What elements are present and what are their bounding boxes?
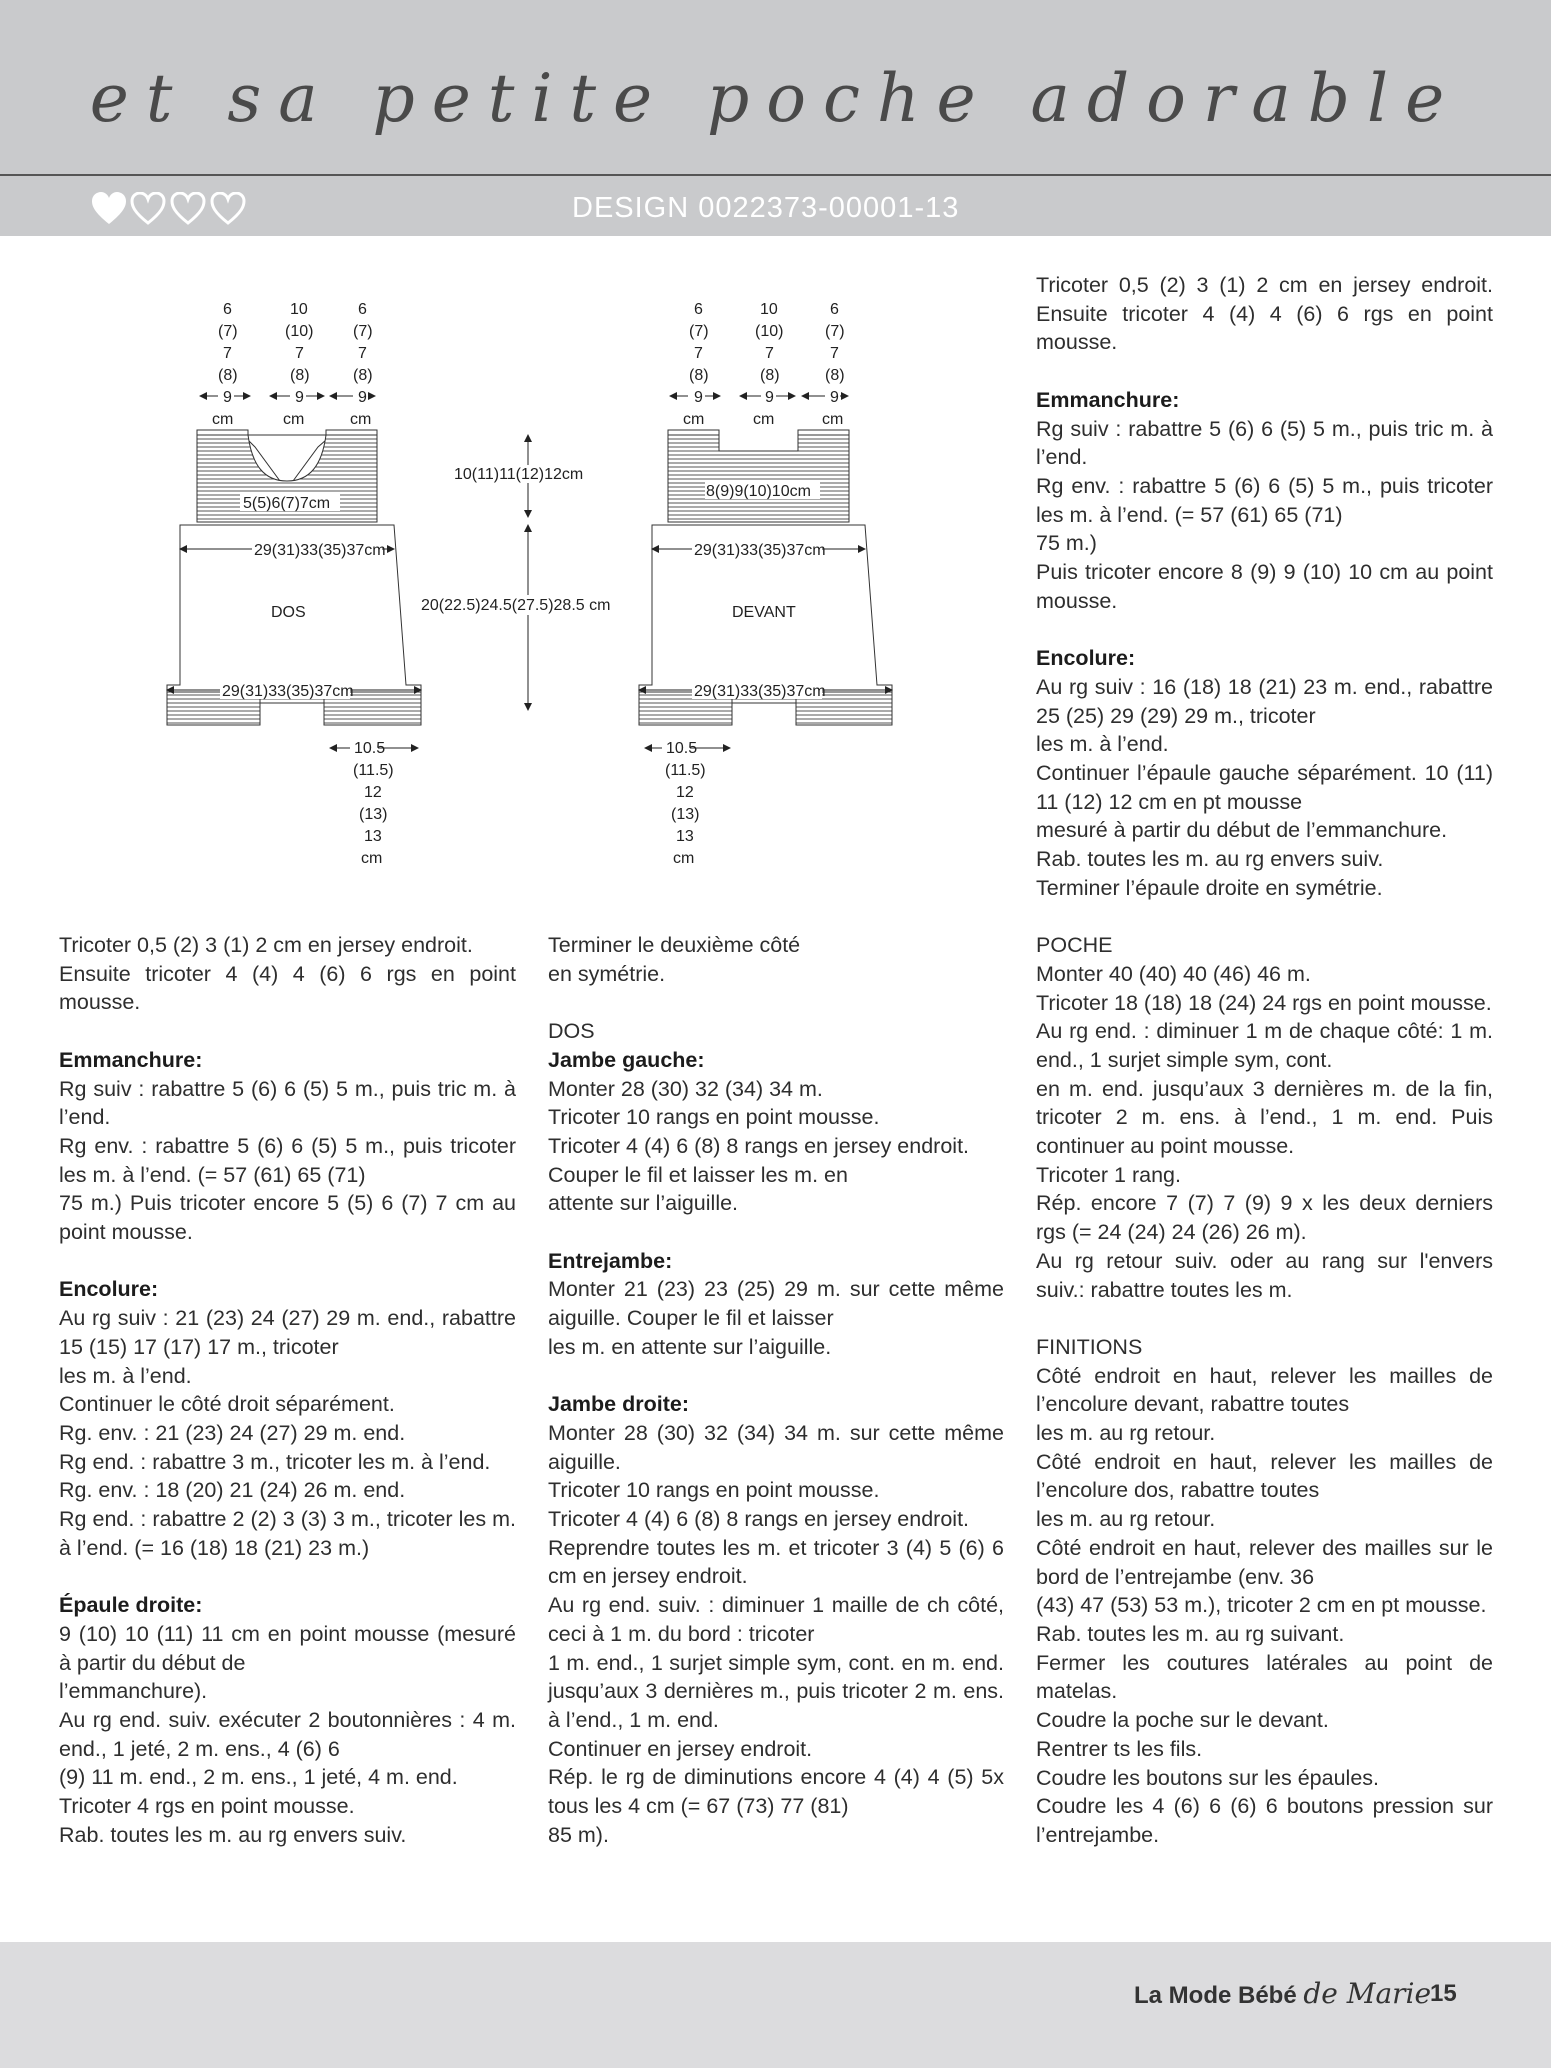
paragraph: Rg. env. : 21 (23) 24 (27) 29 m. end. — [59, 1420, 406, 1445]
dim-front-left-4: (8) — [689, 367, 709, 384]
dim-front-right-3: 7 — [830, 345, 839, 362]
dim-back-left-2: (7) — [218, 323, 238, 340]
back-leg-4: (13) — [359, 806, 388, 823]
section-title: POCHE — [1036, 933, 1113, 958]
section-heading: Encolure: — [59, 1277, 159, 1302]
back-piece — [167, 430, 421, 725]
paragraph: Tricoter 10 rangs en point mousse. — [548, 1478, 880, 1503]
paragraph: 9 (10) 10 (11) 11 cm en point mousse (mesuré à partir du début de — [59, 1621, 516, 1675]
column-right — [1036, 271, 1493, 1850]
paragraph: mesuré à partir du début de l’emmanchure. — [1036, 818, 1448, 843]
dim-back-right-6: cm — [350, 411, 372, 428]
paragraph: Terminer l’épaule droite en symétrie. — [1036, 875, 1383, 900]
column-middle — [548, 931, 1004, 1849]
dim-back-left-4: (8) — [218, 367, 238, 384]
pattern-schematic — [150, 285, 1050, 875]
paragraph: Puis tricoter encore 8 (9) 9 (10) 10 cm au point mousse. — [1036, 560, 1493, 613]
paragraph: Continuer l’épaule gauche séparément. 10 (11) 11 (12) 12 cm en pt mousse — [1036, 760, 1493, 814]
paragraph: Rg suiv : rabattre 5 (6) 6 (5) 5 m., puis tric m. à l’end. — [1036, 416, 1493, 470]
section-title: FINITIONS — [1036, 1334, 1143, 1359]
section-heading: Jambe gauche: — [548, 1047, 705, 1072]
front-leg-3: 12 — [676, 784, 694, 801]
dim-back-left-1: 6 — [223, 301, 232, 318]
paragraph: Tricoter 4 rgs en point mousse. — [59, 1794, 355, 1819]
front-leg-width — [645, 740, 730, 867]
magazine-script: de Marie — [1303, 1977, 1432, 2010]
paragraph: Rab. toutes les m. au rg envers suiv. — [1036, 847, 1384, 872]
paragraph: les m. au rg retour. — [1036, 1421, 1216, 1446]
paragraph: l’emmanchure). — [59, 1679, 208, 1704]
paragraph: Monter 21 (23) 23 (25) 29 m. sur cette même aiguille. Couper le fil et laisser — [548, 1277, 1004, 1331]
paragraph: les m. au rg retour. — [1036, 1507, 1216, 1532]
dim-front-right-6: cm — [822, 411, 844, 428]
paragraph: Rg env. : rabattre 5 (6) 6 (5) 5 m., puis tricoter les m. à l’end. (= 57 (61) 65 (71) — [59, 1133, 516, 1187]
dim-front-right-4: (8) — [825, 367, 845, 384]
paragraph: Tricoter 4 (4) 6 (8) 8 rangs en jersey endroit. — [548, 1507, 970, 1532]
column-left — [59, 931, 516, 1849]
dim-front-left-3: 7 — [694, 345, 703, 362]
dim-front-mid-6: cm — [753, 411, 775, 428]
paragraph: Rg suiv : rabattre 5 (6) 6 (5) 5 m., puis tric m. à l’end. — [59, 1076, 516, 1130]
magazine-title: La Mode Bébé — [1134, 1982, 1297, 2009]
back-leg-6: cm — [361, 850, 383, 867]
paragraph: Rg env. : rabattre 5 (6) 6 (5) 5 m., puis tricoter les m. à l’end. (= 57 (61) 65 (71) — [1036, 473, 1493, 527]
body-height: 20(22.5)24.5(27.5)28.5 cm — [421, 597, 611, 614]
dim-front-left-2: (7) — [689, 323, 709, 340]
front-leg-6: cm — [673, 850, 695, 867]
back-neck-width: 5(5)6(7)7cm — [243, 495, 331, 512]
dim-back-mid-4: (8) — [290, 367, 310, 384]
dim-front-right-1: 6 — [830, 301, 839, 318]
dim-front-right-5: 9 — [830, 389, 839, 406]
paragraph: Rép. encore 7 (7) 7 (9) 9 x les deux derniers rgs (= 24 (24) 24 (26) 26 m). — [1036, 1191, 1493, 1245]
paragraph: Au rg suiv : 21 (23) 24 (27) 29 m. end., rabattre 15 (15) 17 (17) 17 m., tricoter — [59, 1306, 516, 1359]
paragraph: (43) 47 (53) 53 m.), tricoter 2 cm en pt mousse. — [1036, 1593, 1487, 1618]
paragraph: Tricoter 4 (4) 6 (8) 8 rangs en jersey endroit. — [548, 1133, 970, 1158]
height-measures — [420, 435, 636, 710]
paragraph: Rg end. : rabattre 3 m., tricoter les m. à l’end. — [59, 1449, 491, 1474]
paragraph: Monter 40 (40) 40 (46) 46 m. — [1036, 961, 1311, 986]
paragraph: Au rg end. suiv. : diminuer 1 maille de ch côté, ceci à 1 m. du bord : tricoter — [548, 1593, 1004, 1646]
section-heading: Entrejambe: — [548, 1248, 673, 1273]
paragraph: Tricoter 18 (18) 18 (24) 24 rgs en point mousse. — [1036, 990, 1492, 1015]
front-piece — [639, 430, 892, 725]
dim-front-left-1: 6 — [694, 301, 703, 318]
front-leg-2: (11.5) — [665, 762, 706, 779]
dim-back-right-5: 9 — [358, 389, 367, 406]
paragraph: 1 m. end., 1 surjet simple sym, cont. en m. end. jusqu’aux 3 dernières m., puis tricoter 2 m. ens. à l’end., 1 m. end. — [548, 1650, 1004, 1732]
paragraph: les m. à l’end. — [59, 1363, 192, 1388]
dim-back-mid-1: 10 — [290, 301, 308, 318]
back-chest-width: 29(31)33(35)37cm — [254, 542, 386, 559]
dim-back-mid-3: 7 — [295, 345, 304, 362]
back-leg-3: 12 — [364, 784, 382, 801]
dim-back-left-3: 7 — [223, 345, 232, 362]
paragraph: Rab. toutes les m. au rg envers suiv. — [59, 1822, 407, 1847]
paragraph: Fermer les coutures latérales au point de matelas. — [1036, 1650, 1493, 1704]
paragraph: Coudre les boutons sur les épaules. — [1036, 1765, 1380, 1790]
paragraph: Tricoter 1 rang. — [1036, 1162, 1181, 1187]
dim-back-mid-6: cm — [283, 411, 305, 428]
paragraph: les m. à l’end. — [1036, 732, 1169, 757]
dim-back-mid-5: 9 — [295, 389, 304, 406]
back-leg-width — [330, 740, 418, 867]
paragraph: 85 m). — [548, 1822, 609, 1847]
section-heading: Jambe droite: — [548, 1392, 689, 1417]
paragraph: Tricoter 10 rangs en point mousse. — [548, 1105, 880, 1130]
dim-back-left-6: cm — [212, 411, 234, 428]
dim-front-right-2: (7) — [825, 323, 845, 340]
page-number: 15 — [1430, 1980, 1457, 2007]
paragraph: Rentrer ts les fils. — [1036, 1736, 1203, 1761]
paragraph: Tricoter 0,5 (2) 3 (1) 2 cm en jersey endroit. — [59, 933, 473, 957]
paragraph: Reprendre toutes les m. et tricoter 3 (4) 5 (6) 6 cm en jersey endroit. — [548, 1535, 1004, 1589]
paragraph: (9) 11 m. end., 2 m. ens., 1 jeté, 4 m. end. — [59, 1765, 458, 1790]
dim-front-mid-5: 9 — [765, 389, 774, 406]
front-chest-width: 29(31)33(35)37cm — [694, 542, 826, 559]
paragraph: Côté endroit en haut, relever les mailles de l’encolure devant, rabattre toutes — [1036, 1363, 1493, 1417]
paragraph: les m. en attente sur l’aiguille. — [548, 1334, 832, 1359]
front-neck-width: 8(9)9(10)10cm — [706, 483, 811, 500]
section-heading: Emmanchure: — [59, 1047, 203, 1072]
dim-front-mid-2: (10) — [755, 323, 784, 340]
back-top-widths — [200, 301, 375, 428]
dim-front-left-6: cm — [683, 411, 705, 428]
dim-back-right-1: 6 — [358, 301, 367, 318]
paragraph: Au rg end. : diminuer 1 m de chaque côté: 1 m. end., 1 surjet simple sym, cont. — [1036, 1019, 1493, 1072]
paragraph: Rép. le rg de diminutions encore 4 (4) 4 (5) 5x tous les 4 cm (= 67 (73) 77 (81) — [548, 1765, 1004, 1819]
paragraph: attente sur l’aiguille. — [548, 1191, 739, 1216]
paragraph: Rg. env. : 18 (20) 21 (24) 26 m. end. — [59, 1478, 406, 1503]
paragraph: Terminer le deuxième côté — [548, 933, 801, 957]
paragraph: Ensuite tricoter 4 (4) 4 (6) 6 rgs en point mousse. — [59, 961, 516, 1015]
back-leg-1: 10.5 — [354, 740, 386, 757]
front-label: DEVANT — [732, 604, 796, 621]
dim-back-right-4: (8) — [353, 367, 373, 384]
paragraph: Couper le fil et laisser les m. en — [548, 1162, 848, 1187]
dim-back-mid-2: (10) — [285, 323, 314, 340]
paragraph: Monter 28 (30) 32 (34) 34 m. — [548, 1076, 823, 1101]
front-leg-1: 10.5 — [666, 740, 698, 757]
page-title: et sa petite poche adorable — [89, 60, 1462, 137]
section-heading: Encolure: — [1036, 646, 1136, 671]
hearts-icon — [92, 192, 262, 226]
paragraph: Coudre les 4 (6) 6 (6) 6 boutons pression sur l’entrejambe. — [1036, 1794, 1493, 1847]
paragraph: 75 m.) — [1036, 531, 1097, 556]
paragraph: Continuer en jersey endroit. — [548, 1736, 813, 1761]
dim-back-right-3: 7 — [358, 345, 367, 362]
back-bottom-width: 29(31)33(35)37cm — [222, 683, 354, 700]
section-heading: Épaule droite: — [59, 1593, 203, 1618]
paragraph: Côté endroit en haut, relever des mailles sur le bord de l’entrejambe (env. 36 — [1036, 1535, 1493, 1589]
paragraph: Côté endroit en haut, relever les mailles de l’encolure dos, rabattre toutes — [1036, 1449, 1493, 1503]
design-code: DESIGN 0022373-00001-13 — [572, 192, 960, 224]
paragraph: en m. end. jusqu’aux 3 dernières m. de la fin, tricoter 2 m. ens. à l’end., 1 m. end. Puis continuer au point mousse. — [1036, 1076, 1493, 1159]
front-top-widths — [670, 301, 848, 428]
section-title: DOS — [548, 1019, 595, 1044]
paragraph: Tricoter 0,5 (2) 3 (1) 2 cm en jersey endroit. Ensuite tricoter 4 (4) 4 (6) 6 rgs en point mousse. — [1036, 273, 1493, 355]
dim-front-left-5: 9 — [694, 389, 703, 406]
dim-front-mid-3: 7 — [765, 345, 774, 362]
paragraph: en symétrie. — [548, 961, 666, 986]
armhole-height: 10(11)11(12)12cm — [454, 466, 584, 483]
paragraph: Coudre la poche sur le devant. — [1036, 1708, 1329, 1733]
paragraph: Au rg retour suiv. oder au rang sur l'envers suiv.: rabattre toutes les m. — [1036, 1248, 1493, 1302]
section-heading: Emmanchure: — [1036, 387, 1180, 412]
paragraph: Rg end. : rabattre 2 (2) 3 (3) 3 m., tricoter les m. à l’end. (= 16 (18) 18 (21) 23 m.) — [59, 1507, 516, 1560]
paragraph: 75 m.) Puis tricoter encore 5 (5) 6 (7) 7 cm au point mousse. — [59, 1191, 516, 1245]
back-leg-2: (11.5) — [353, 762, 394, 779]
paragraph: Au rg suiv : 16 (18) 18 (21) 23 m. end., rabattre 25 (25) 29 (29) 29 m., tricoter — [1036, 674, 1493, 728]
dim-front-mid-1: 10 — [760, 301, 778, 318]
back-label: DOS — [271, 604, 306, 621]
dim-front-mid-4: (8) — [760, 367, 780, 384]
front-bottom-width: 29(31)33(35)37cm — [694, 683, 826, 700]
dim-back-left-5: 9 — [223, 389, 232, 406]
back-leg-5: 13 — [364, 828, 382, 845]
dim-back-right-2: (7) — [353, 323, 373, 340]
paragraph: Rab. toutes les m. au rg suivant. — [1036, 1621, 1345, 1646]
paragraph: Au rg end. suiv. exécuter 2 boutonnières : 4 m. end., 1 jeté, 2 m. ens., 4 (6) 6 — [59, 1707, 516, 1761]
paragraph: Continuer le côté droit séparément. — [59, 1392, 395, 1417]
front-leg-5: 13 — [676, 828, 694, 845]
paragraph: Monter 28 (30) 32 (34) 34 m. sur cette même aiguille. — [548, 1420, 1004, 1474]
magazine-name — [1134, 1977, 1431, 2010]
front-leg-4: (13) — [671, 806, 700, 823]
